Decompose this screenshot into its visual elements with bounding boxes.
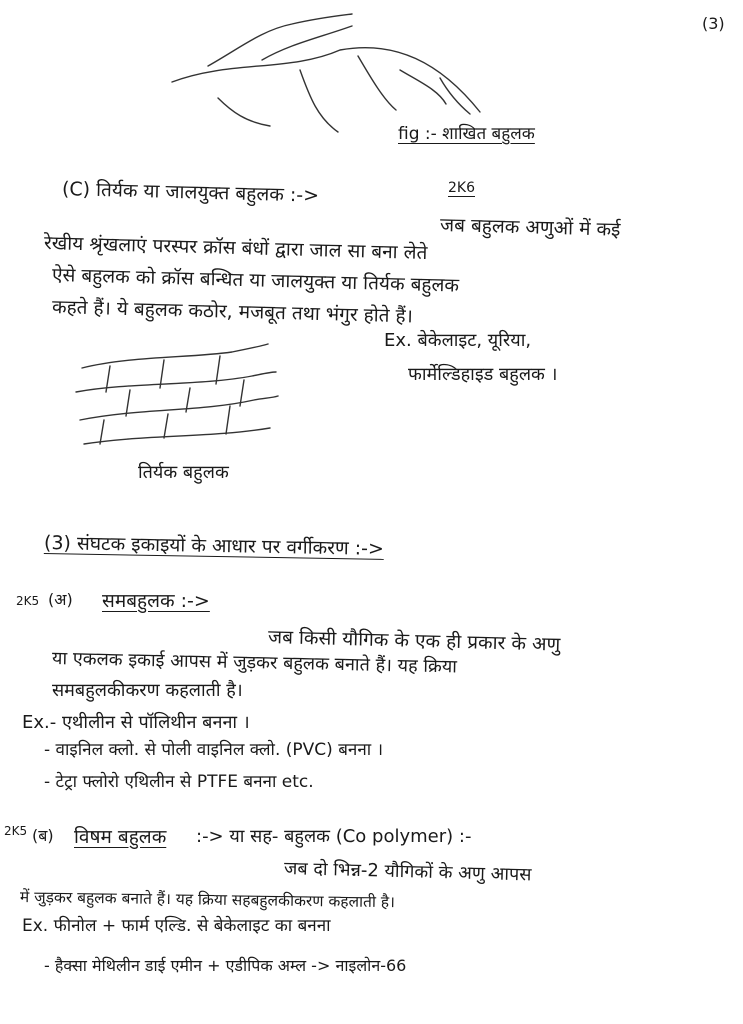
crosslink-stroke — [100, 420, 104, 444]
text-line: Ex.- एथीलीन से पॉलिथीन बनना । — [22, 712, 250, 733]
fig-crosslinked-caption: तिर्यक बहुलक — [138, 462, 229, 483]
text-line: फार्मेल्डिहाइड बहुलक । — [408, 364, 558, 385]
text-line: में जुड़कर बहुलक बनाते हैं। यह क्रिया सहबहुलकीकरण कहलाती है। — [19, 888, 396, 912]
crosslink-stroke — [164, 414, 168, 438]
text-line: - टेट्रा फ्लोरो एथिलीन से PTFE बनना etc. — [44, 772, 314, 792]
section-a-heading: समबहुलक :-> — [102, 590, 210, 612]
chain-stroke — [80, 396, 278, 420]
chain-stroke — [84, 428, 270, 444]
section-b-number: (ब) — [32, 826, 54, 845]
section-3-heading: (3) संघटक इकाइयों के आधार पर वर्गीकरण :-> — [43, 532, 385, 560]
text-line: Ex. फीनोल + फार्म एल्डि. से बेकेलाइट का बनना — [22, 916, 331, 936]
section-b-heading-rest: :-> या सह- बहुलक (Co polymer) :- — [196, 826, 472, 847]
section-b-heading: विषम बहुलक — [74, 826, 167, 848]
crosslinked-polymer-figure — [0, 0, 743, 460]
text-line: जब बहुलक अणुओं में कई — [439, 214, 621, 241]
marks-badge: 2K5 — [16, 594, 40, 608]
section-c-heading: (C) तिर्यक या जालयुक्त बहुलक :-> — [61, 178, 320, 207]
fig-branched-caption: fig :- शाखित बहुलक — [398, 124, 535, 144]
marks-badge: 2K5 — [4, 824, 28, 838]
text-line: ऐसे बहुलक को क्रॉस बन्धित या जालयुक्त या तिर्यक बहुलक — [51, 264, 460, 297]
text-line: - वाइनिल क्लो. से पोली वाइनिल क्लो. (PVC) बनना । — [44, 740, 384, 760]
text-line: जब किसी यौगिक के एक ही प्रकार के अणु — [267, 626, 561, 656]
text-line: या एकलक इकाई आपस में जुड़कर बहुलक बनाते हैं। यह क्रिया — [51, 648, 458, 678]
section-a-number: (अ) — [48, 590, 73, 609]
marks-badge: 2K6 — [448, 180, 475, 196]
text-line: - हैक्सा मेथिलीन डाई एमीन + एडीपिक अम्ल -> नाइलोन-66 — [44, 956, 407, 975]
crosslink-stroke — [126, 390, 130, 416]
text-line: Ex. बेकेलाइट, यूरिया, — [384, 330, 532, 351]
text-line: कहते हैं। ये बहुलक कठोर, मजबूत तथा भंगुर होते हैं। — [51, 296, 414, 328]
chain-stroke — [82, 344, 268, 368]
crosslink-stroke — [226, 406, 230, 434]
text-line: रेखीय श्रृंखलाएं परस्पर क्रॉस बंधों द्वारा जाल सा बना लेते — [43, 232, 428, 265]
text-line: जब दो भिन्न-2 यौगिकों के अणु आपस — [283, 858, 532, 886]
text-line: समबहुलकीकरण कहलाती है। — [52, 680, 243, 701]
page-number: (3) — [702, 14, 725, 33]
